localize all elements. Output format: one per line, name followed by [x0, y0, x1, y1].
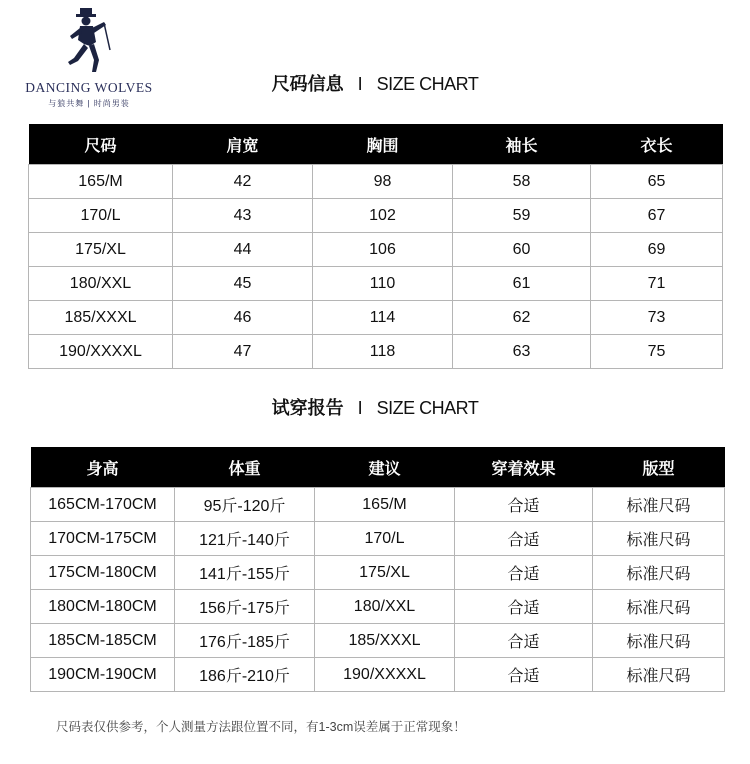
table-cell: 42: [173, 165, 313, 199]
table-cell: 61: [453, 267, 591, 301]
table-cell: 114: [313, 301, 453, 335]
table-cell: 标准尺码: [593, 658, 725, 692]
table-cell: 标准尺码: [593, 522, 725, 556]
table-cell: 190/XXXXL: [315, 658, 455, 692]
table-cell: 合适: [455, 590, 593, 624]
table-cell: 141斤-155斤: [175, 556, 315, 590]
table-cell: 标准尺码: [593, 488, 725, 522]
table-row: [31, 522, 725, 556]
table-cell: 69: [591, 233, 723, 267]
brand-subtitle: 与狼共舞 | 时尚男装: [48, 99, 130, 108]
table-row: [31, 658, 725, 692]
table-row: [29, 301, 723, 335]
table-cell: 170/L: [315, 522, 455, 556]
table-cell: 176斤-185斤: [175, 624, 315, 658]
table-cell: 118: [313, 335, 453, 369]
fit-report-title-cn: 试穿报告: [271, 398, 344, 418]
table-cell: 186斤-210斤: [175, 658, 315, 692]
table-row: [29, 233, 723, 267]
table-cell: 165CM-170CM: [31, 488, 175, 522]
table-cell: 190/XXXXL: [29, 335, 173, 369]
table-cell: 62: [453, 301, 591, 335]
table-cell: 合适: [455, 624, 593, 658]
table-cell: 标准尺码: [593, 624, 725, 658]
table-row: [29, 335, 723, 369]
table-cell: 180/XXL: [315, 590, 455, 624]
table-cell: 标准尺码: [593, 556, 725, 590]
table-cell: 71: [591, 267, 723, 301]
table-cell: 175CM-180CM: [31, 556, 175, 590]
table-cell: 58: [453, 165, 591, 199]
title-separator: I: [357, 74, 363, 94]
fit-report-table: [30, 447, 725, 692]
column-header: 版型: [593, 447, 725, 488]
column-header: 袖长: [453, 124, 591, 165]
table-cell: 170CM-175CM: [31, 522, 175, 556]
table-header-row: [31, 447, 725, 488]
table-row: [31, 488, 725, 522]
table-cell: 185/XXXL: [315, 624, 455, 658]
table-cell: 75: [591, 335, 723, 369]
table-row: [31, 624, 725, 658]
size-chart-title: [0, 70, 750, 96]
table-cell: 65: [591, 165, 723, 199]
brand-name: DANCING WOLVES: [25, 80, 153, 95]
table-cell: 165/M: [315, 488, 455, 522]
table-row: [29, 267, 723, 301]
table-header-row: [29, 124, 723, 165]
table-cell: 98: [313, 165, 453, 199]
fit-report-title-en: SIZE CHART: [376, 398, 479, 418]
table-row: [31, 556, 725, 590]
column-header: 衣长: [591, 124, 723, 165]
table-cell: 180CM-180CM: [31, 590, 175, 624]
column-header: 穿着效果: [455, 447, 593, 488]
column-header: 肩宽: [173, 124, 313, 165]
table-row: [29, 165, 723, 199]
table-cell: 121斤-140斤: [175, 522, 315, 556]
table-cell: 95斤-120斤: [175, 488, 315, 522]
table-cell: 73: [591, 301, 723, 335]
footnote: 尺码表仅供参考，个人测量方法跟位置不同，有1-3cm误差属于正常现象！: [56, 720, 466, 734]
table-cell: 43: [173, 199, 313, 233]
dancing-man-logo-icon: [60, 6, 116, 76]
table-cell: 47: [173, 335, 313, 369]
size-chart-table: [28, 124, 723, 369]
table-cell: 44: [173, 233, 313, 267]
table-cell: 106: [313, 233, 453, 267]
column-header: 尺码: [29, 124, 173, 165]
table-row: [29, 199, 723, 233]
table-row: [31, 590, 725, 624]
column-header: 体重: [175, 447, 315, 488]
table-cell: 合适: [455, 488, 593, 522]
column-header: 胸围: [313, 124, 453, 165]
table-cell: 67: [591, 199, 723, 233]
table-cell: 110: [313, 267, 453, 301]
table-cell: 156斤-175斤: [175, 590, 315, 624]
table-cell: 合适: [455, 522, 593, 556]
column-header: 建议: [315, 447, 455, 488]
fit-report-title: [0, 394, 750, 420]
table-cell: 175/XL: [315, 556, 455, 590]
table-cell: 185/XXXL: [29, 301, 173, 335]
table-cell: 63: [453, 335, 591, 369]
table-cell: 190CM-190CM: [31, 658, 175, 692]
table-cell: 46: [173, 301, 313, 335]
column-header: 身高: [31, 447, 175, 488]
table-cell: 标准尺码: [593, 590, 725, 624]
table-cell: 102: [313, 199, 453, 233]
table-cell: 59: [453, 199, 591, 233]
title-separator: I: [357, 398, 363, 418]
table-cell: 180/XXL: [29, 267, 173, 301]
table-cell: 170/L: [29, 199, 173, 233]
table-cell: 165/M: [29, 165, 173, 199]
table-cell: 合适: [455, 658, 593, 692]
table-cell: 合适: [455, 556, 593, 590]
table-cell: 60: [453, 233, 591, 267]
size-chart-title-en: SIZE CHART: [376, 74, 479, 94]
table-cell: 175/XL: [29, 233, 173, 267]
table-cell: 185CM-185CM: [31, 624, 175, 658]
table-cell: 45: [173, 267, 313, 301]
size-chart-title-cn: 尺码信息: [271, 74, 344, 94]
